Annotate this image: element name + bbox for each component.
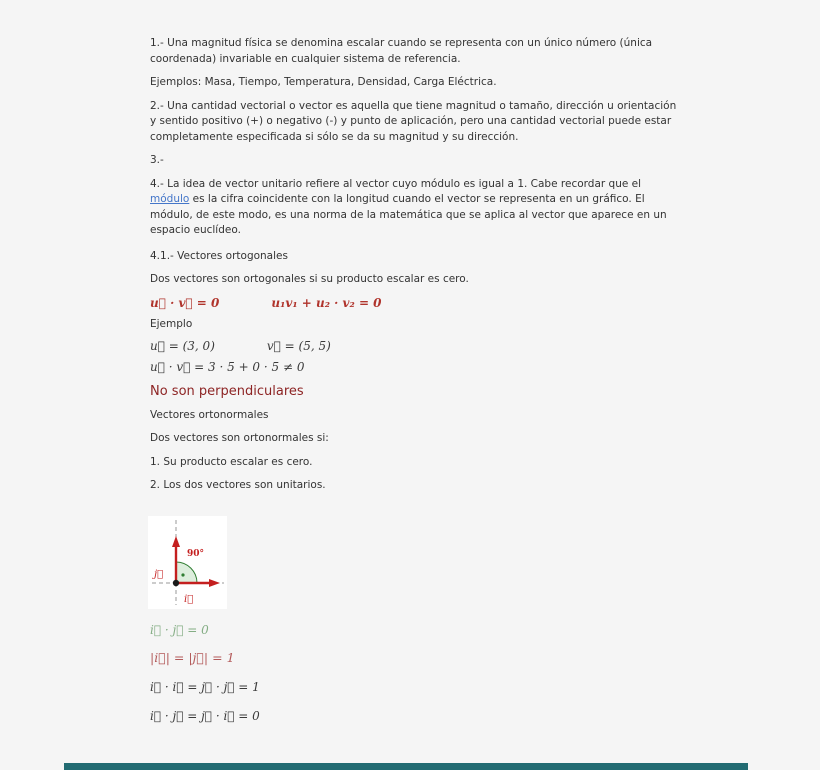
modulo-link[interactable]: módulo: [150, 193, 190, 205]
formula-ii-jj-one: i⃗ · i⃗ = j⃗ · j⃗ = 1: [150, 679, 260, 694]
document-content: [150, 36, 680, 739]
origin-dot: [173, 579, 179, 585]
formula-example-dot-product: u⃗ · v⃗ = 3 · 5 + 0 · 5 ≠ 0: [150, 360, 305, 374]
formula-vector-u: u⃗ = (3, 0): [150, 338, 215, 353]
orthogonality-formula-row: [150, 296, 680, 312]
unit-vector-text-post: es la cifra coincidente con la longitud cuando el vector se representa en un gráfico. El módulo, de este modo, es una norma de la matemática que se aplica al vector que aparece en un espacio euclídeo.: [150, 193, 667, 236]
i-axis-label: i⃗: [184, 593, 194, 605]
unit-vectors-diagram: [148, 516, 227, 609]
formula-components-zero: u₁v₁ + u₂ · v₂ = 0: [271, 295, 382, 310]
section-heading-orthogonal-vectors: 4.1.- Vectores ortogonales: [150, 249, 288, 262]
arc-dot: [181, 573, 184, 576]
orthonormal-heading: Vectores ortonormales: [150, 408, 269, 421]
paragraph-examples: Ejemplos: Masa, Tiempo, Temperatura, Densidad, Carga Eléctrica.: [150, 76, 497, 88]
formula-ij-ji-zero: i⃗ · j⃗ = j⃗ · i⃗ = 0: [150, 709, 260, 723]
paragraph-item-3: 3.-: [150, 154, 164, 166]
j-axis-label: j⃗: [154, 568, 164, 580]
formula-unit-magnitudes: |i⃗| = |j⃗| = 1: [150, 650, 235, 665]
orthonormal-condition-2: 2. Los dos vectores son unitarios.: [150, 479, 326, 491]
orthogonal-definition: Dos vectores son ortogonales si su producto escalar es cero.: [150, 273, 469, 285]
example-vectors-row: [150, 339, 680, 355]
orthonormal-definition: Dos vectores son ortonormales si:: [150, 432, 329, 444]
formula-ij-dot-zero: i⃗ · j⃗ = 0: [150, 622, 209, 637]
paragraph-unit-vector: [150, 177, 680, 239]
formula-vector-v: v⃗ = (5, 5): [266, 338, 331, 353]
not-perpendicular-statement: No son perpendiculares: [150, 383, 304, 399]
paragraph-scalar-definition: 1.- Una magnitud física se denomina escalar cuando se representa con un único número (única coordenada) invariable en cualquier sistema de referencia.: [150, 37, 653, 65]
unit-vector-text-pre: 4.- La idea de vector unitario refiere al vector cuyo módulo es igual a 1. Cabe recordar que el: [150, 177, 642, 190]
footer-bar: [64, 763, 748, 770]
example-label: Ejemplo: [150, 318, 193, 330]
formula-dot-product-zero: u⃗ · v⃗ = 0: [150, 295, 220, 310]
paragraph-vector-definition: 2.- Una cantidad vectorial o vector es aquella que tiene magnitud o tamaño, dirección u orientación y sentido positivo (+) o negativo (-) y punto de aplicación, pero una cantidad vectorial puede estar completamente especificada si sólo se da su magnitud y su dirección.: [150, 99, 677, 143]
orthonormal-condition-1: 1. Su producto escalar es cero.: [150, 455, 313, 468]
angle-90-label: 90°: [187, 548, 205, 559]
